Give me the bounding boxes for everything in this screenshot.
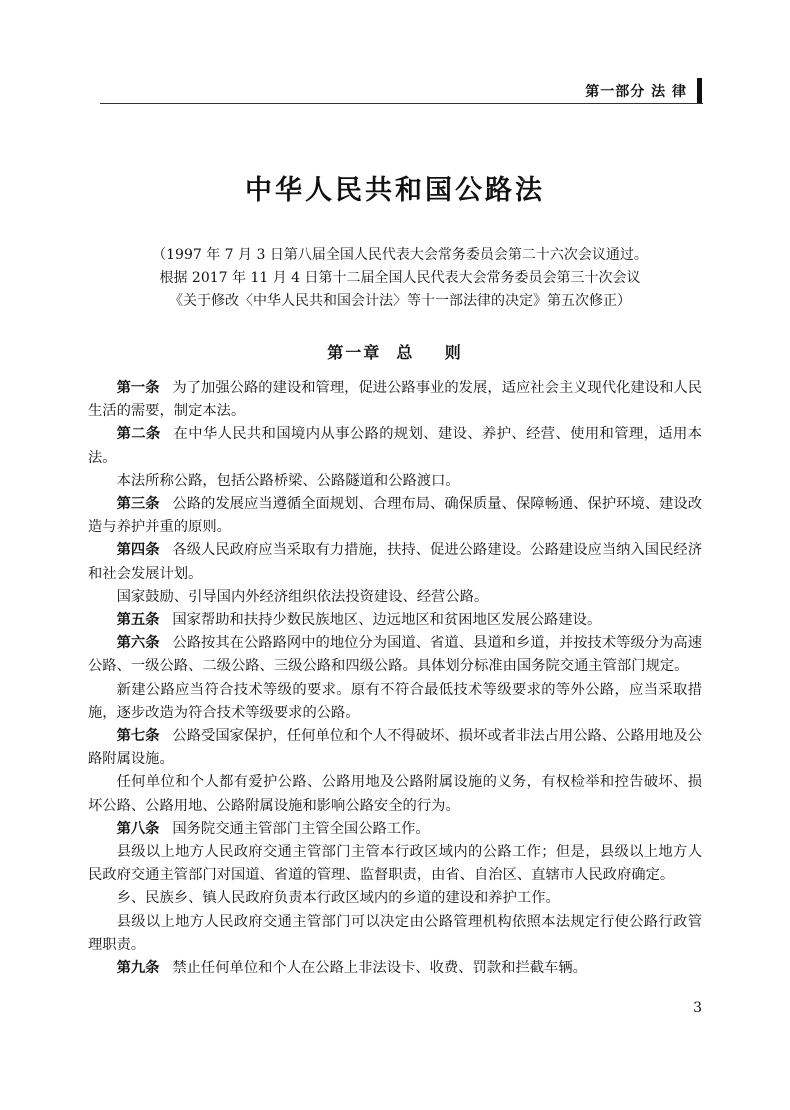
note-line: 《关于修改〈中华人民共和国会计法〉等十一部法律的决定》第五次修正） xyxy=(169,293,631,309)
article-number: 第三条 xyxy=(116,496,160,513)
note-line: 根据 2017 年 11 月 4 日第十二届全国人民代表大会常务委员会第三十次会议 xyxy=(159,270,641,286)
paragraph-text: 为了加强公路的建设和管理，促进公路事业的发展，适应社会主义现代化建设和人民生活的需要，制定本法。 xyxy=(88,380,703,420)
paragraph-text: 公路受国家保护，任何单位和个人不得破坏、损坏或者非法占用公路、公路用地及公路附属设施。 xyxy=(88,728,703,768)
paragraph-text: 乡、民族乡、镇人民政府负责本行政区域内的乡道的建设和养护工作。 xyxy=(116,890,560,907)
paragraph xyxy=(88,771,702,817)
article-number: 第一条 xyxy=(116,380,160,396)
paragraph-text: 县级以上地方人民政府交通主管部门可以决定由公路管理机构依照本法规定行使公路行政管理职责。 xyxy=(88,913,702,953)
article-paragraph xyxy=(88,725,702,771)
page-title: 中华人民共和国公路法 xyxy=(245,175,545,206)
article-paragraph xyxy=(88,493,702,539)
paragraph-text: 新建公路应当符合技术等级的要求。原有不符合最低技术等级要求的等外公路，应当采取措施，逐步改造为符合技术等级要求的公路。 xyxy=(88,681,702,721)
running-header: 第一部分 法 律 xyxy=(585,78,702,104)
paragraph-text: 国务院交通主管部门主管全国公路工作。 xyxy=(172,820,430,837)
article-number: 第八条 xyxy=(116,820,160,837)
header-rule xyxy=(100,103,703,104)
article-number: 第九条 xyxy=(116,960,160,977)
paragraph xyxy=(88,911,702,957)
paragraph xyxy=(88,841,702,887)
paragraph xyxy=(88,470,702,493)
chapter-heading: 第一章 总 则 xyxy=(327,343,463,362)
paragraph xyxy=(88,586,702,609)
article-number: 第二条 xyxy=(116,426,161,443)
article-paragraph xyxy=(88,539,702,585)
paragraph-text: 各级人民政府应当采取有力措施，扶持、促进公路建设。公路建设应当纳入国民经济和社会发展计划。 xyxy=(88,542,703,582)
paragraph-text: 禁止任何单位和个人在公路上非法设卡、收费、罚款和拦截车辆。 xyxy=(172,960,587,977)
article-number: 第五条 xyxy=(116,612,160,629)
article-number: 第七条 xyxy=(116,728,160,745)
article-paragraph xyxy=(88,609,702,632)
article-paragraph xyxy=(88,818,702,841)
article-paragraph xyxy=(88,957,702,980)
article-paragraph xyxy=(88,423,702,469)
article-paragraph xyxy=(88,377,702,423)
article-paragraph xyxy=(88,632,702,678)
article-number: 第四条 xyxy=(116,542,160,559)
article-number: 第六条 xyxy=(116,635,160,652)
paragraph xyxy=(88,679,702,725)
paragraph-text: 公路按其在公路路网中的地位分为国道、省道、县道和乡道，并按技术等级分为高速公路、一级公路、二级公路、三级公路和四级公路。具体划分标准由国务院交通主管部门规定。 xyxy=(88,635,703,675)
paragraph-text: 国家帮助和扶持少数民族地区、边远地区和贫困地区发展公路建设。 xyxy=(172,612,602,629)
paragraph-text: 在中华人民共和国境内从事公路的规划、建设、养护、经营、使用和管理，适用本法。 xyxy=(88,426,703,466)
paragraph-text: 任何单位和个人都有爱护公路、公路用地及公路附属设施的义务，有权检举和控告破坏、损坏公路、公路用地、公路附属设施和影响公路安全的行为。 xyxy=(88,774,702,814)
page-number: 3 xyxy=(693,1000,702,1016)
paragraph xyxy=(88,887,702,910)
paragraph-text: 县级以上地方人民政府交通主管部门主管本行政区域内的公路工作；但是，县级以上地方人民政府交通主管部门对国道、省道的管理、监督职责，由省、自治区、直辖市人民政府确定。 xyxy=(88,844,702,884)
paragraph-text: 国家鼓励、引导国内外经济组织依法投资建设、经营公路。 xyxy=(116,588,489,605)
note-line: （1997 年 7 月 3 日第八届全国人民代表大会常务委员会第二十六次会议通过。 xyxy=(152,247,648,263)
law-body xyxy=(88,377,702,980)
paragraph-text: 公路的发展应当遵循全面规划、合理布局、确保质量、保障畅通、保护环境、建设改造与养护并重的原则。 xyxy=(88,496,703,536)
amendment-note xyxy=(100,244,700,313)
paragraph-text: 本法所称公路，包括公路桥梁、公路隧道和公路渡口。 xyxy=(116,472,460,489)
